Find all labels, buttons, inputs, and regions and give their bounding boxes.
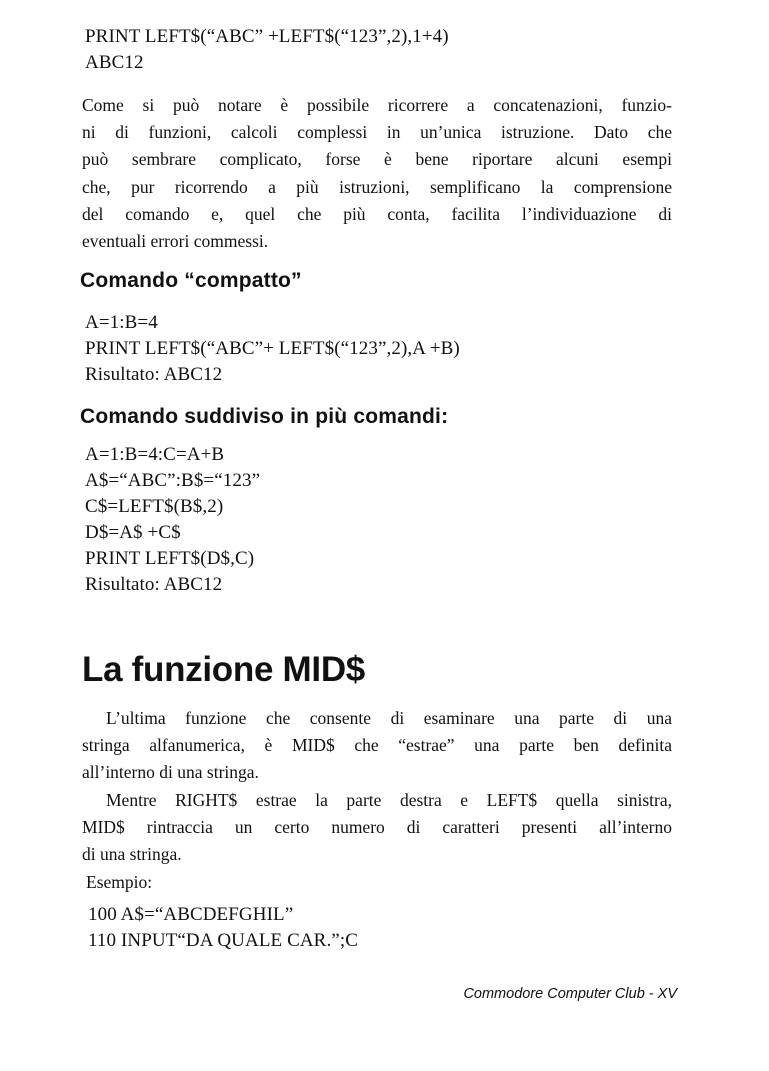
intro-code-block: [85, 24, 449, 76]
code-line: A$=“ABC”:B$=“123”: [85, 470, 261, 491]
chapter-paragraph-2: [82, 787, 672, 896]
text-line: Come si può notare è possibile ricorrere a concatenazioni, funzio-: [82, 95, 672, 115]
chapter-paragraph-1: [82, 705, 672, 787]
section-heading-compact: Comando “compatto”: [80, 269, 302, 292]
code-line: PRINT LEFT$(“ABC” +LEFT$(“123”,2),1+4): [85, 26, 449, 47]
text-line: MID$ rintraccia un certo numero di caratteri presenti all’interno: [82, 817, 672, 838]
split-code-block: [85, 442, 260, 598]
text-line: ni di funzioni, calcoli complessi in un’unica istruzione. Dato che: [82, 122, 672, 143]
text-line: Mentre RIGHT$ estrae la parte destra e LEFT$ quella sinistra,: [106, 790, 672, 810]
page-footer: Commodore Computer Club - XV: [463, 986, 677, 1002]
code-line: Risultato: ABC12: [85, 574, 223, 595]
text-line: L’ultima funzione che consente di esaminare una parte di una: [106, 708, 672, 728]
text-line: all’interno di una stringa.: [82, 762, 259, 783]
text-line: stringa alfanumerica, è MID$ che “estrae” una parte ben definita: [82, 735, 672, 756]
code-line: 110 INPUT“DA QUALE CAR.”;C: [88, 930, 358, 951]
text-line: del comando e, quel che più conta, facilita l’individuazione di: [82, 203, 672, 224]
section-heading-split: Comando suddiviso in più comandi:: [80, 405, 449, 428]
code-line: 100 A$=“ABCDEFGHIL”: [88, 904, 294, 925]
text-line: può sembrare complicato, forse è bene riportare alcuni esempi: [82, 149, 672, 170]
text-line: di una stringa.: [82, 844, 182, 865]
example-code-block: [88, 902, 358, 954]
code-line: A=1:B=4: [85, 312, 158, 333]
code-line: PRINT LEFT$(D$,C): [85, 548, 255, 569]
code-line: A=1:B=4:C=A+B: [85, 444, 225, 465]
code-line: Risultato: ABC12: [85, 364, 223, 385]
chapter-title: La funzione MID$: [82, 650, 365, 689]
intro-paragraph: [82, 92, 672, 255]
code-line: D$=A$ +C$: [85, 522, 181, 543]
compact-code-block: [85, 310, 460, 388]
text-line: Esempio:: [86, 871, 153, 892]
text-line: che, pur ricorrendo a più istruzioni, semplificano la comprensione: [82, 176, 672, 197]
code-line: ABC12: [85, 52, 144, 73]
code-line: PRINT LEFT$(“ABC”+ LEFT$(“123”,2),A +B): [85, 338, 460, 359]
code-line: C$=LEFT$(B$,2): [85, 496, 224, 517]
text-line: eventuali errori commessi.: [82, 230, 269, 251]
